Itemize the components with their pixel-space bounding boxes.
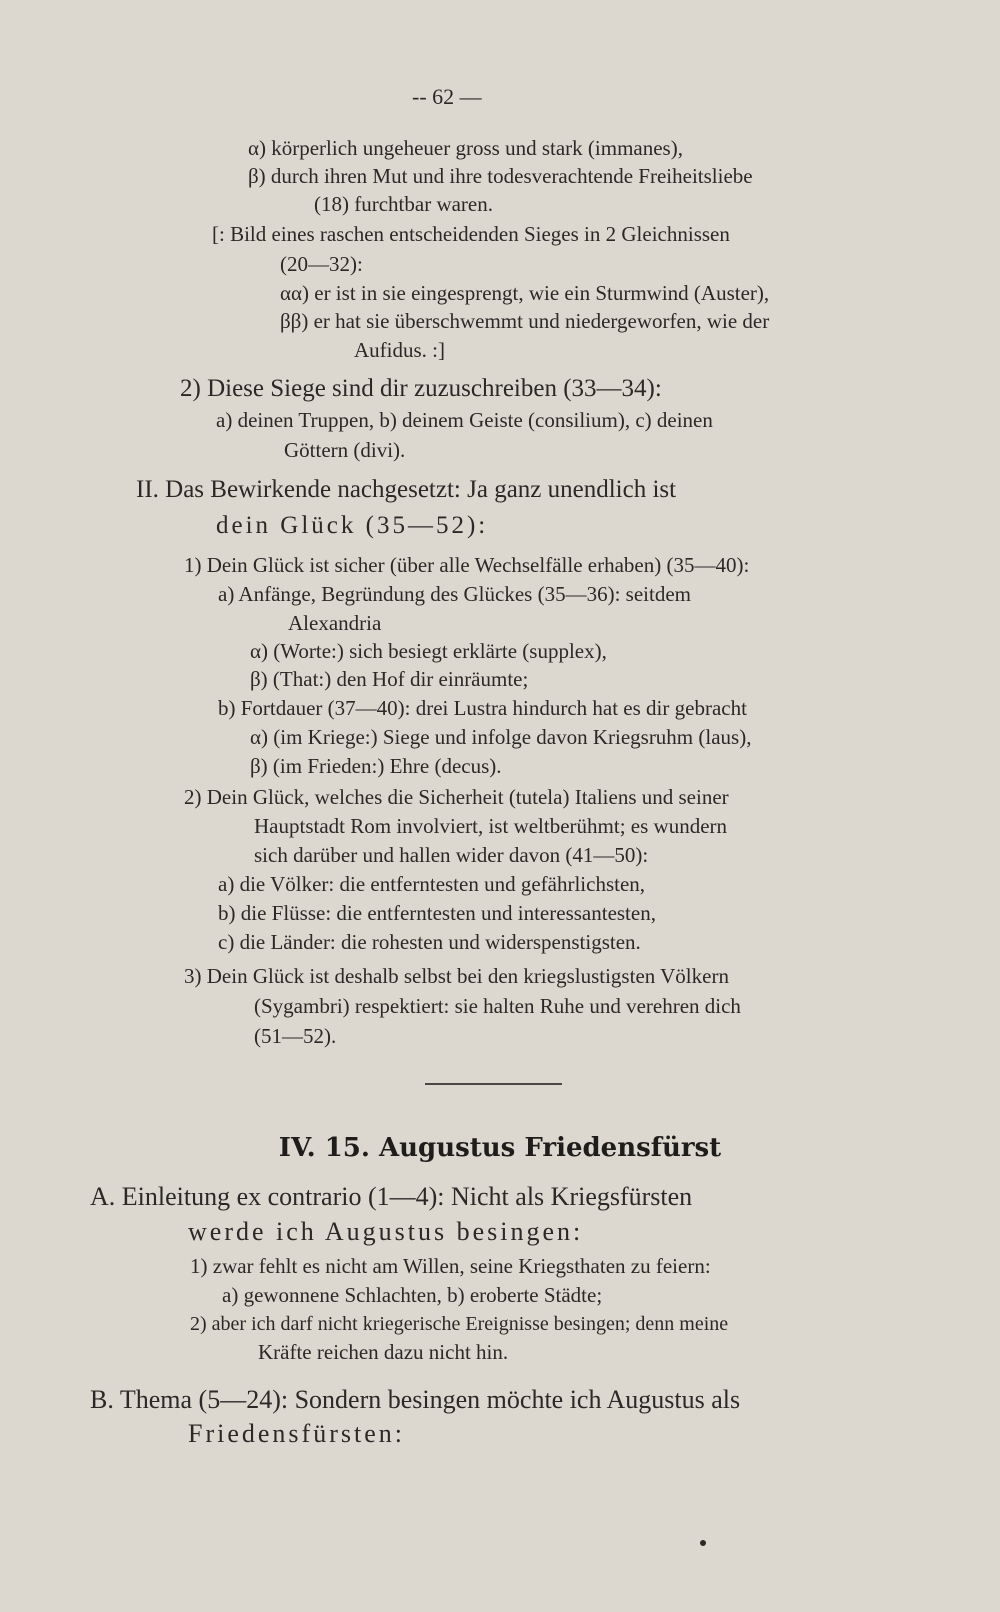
text-line: (51—52). (254, 1024, 337, 1048)
text-line: B. Thema (5—24): Sondern besingen möchte ich Augustus als (90, 1385, 741, 1414)
text-line: werde ich Augustus besingen: (188, 1217, 584, 1246)
text-line: A. Einleitung ex contrario (1—4): Nicht als Kriegsfürsten (90, 1182, 693, 1211)
text-line: II. Das Bewirkende nachgesetzt: Ja ganz unendlich ist (136, 476, 677, 503)
text-line: a) deinen Truppen, b) deinem Geiste (consilium), c) deinen (216, 408, 713, 432)
section-divider (425, 1083, 562, 1085)
section-heading: IV. 15. Augustus Friedensfürst (278, 1133, 722, 1163)
text-line: β) (im Frieden:) Ehre (decus). (250, 754, 502, 778)
text-line: 2) aber ich darf nicht kriegerische Ereignisse besingen; denn meine (190, 1313, 729, 1335)
text-line: Aufidus. :] (354, 338, 445, 362)
text-line: 1) Dein Glück ist sicher (über alle Wechselfälle erhaben) (35—40): (184, 553, 750, 577)
text-line: 2) Diese Siege sind dir zuzuschreiben (33—34): (180, 375, 662, 402)
text-line: Hauptstadt Rom involviert, ist weltberühmt; es wundern (254, 814, 728, 838)
text-line: α) (im Kriege:) Siege und infolge davon Kriegsruhm (laus), (250, 725, 752, 749)
text-line: (20—32): (280, 252, 363, 276)
text-line: a) gewonnene Schlachten, b) eroberte Städte; (222, 1283, 603, 1307)
text-line: [: Bild eines raschen entscheidenden Sieges in 2 Gleichnissen (212, 222, 730, 246)
page-number: -- 62 — (412, 84, 482, 109)
ink-dot (700, 1540, 706, 1546)
text-line: b) Fortdauer (37—40): drei Lustra hindurch hat es dir gebracht (218, 696, 747, 720)
text-line: α) körperlich ungeheuer gross und stark (immanes), (248, 136, 683, 160)
text-line: α) (Worte:) sich besiegt erklärte (supplex), (250, 639, 607, 663)
text-line: sich darüber und hallen wider davon (41—50): (254, 843, 649, 867)
text-line: 1) zwar fehlt es nicht am Willen, seine Kriegsthaten zu feiern: (190, 1254, 711, 1278)
text-line: dein Glück (35—52): (216, 512, 489, 539)
text-line: 2) Dein Glück, welches die Sicherheit (tutela) Italiens und seiner (184, 785, 729, 809)
text-line: αα) er ist in sie eingesprengt, wie ein Sturmwind (Auster), (280, 281, 770, 305)
text-line: c) die Länder: die rohesten und widerspenstigsten. (218, 930, 641, 954)
text-line: β) durch ihren Mut und ihre todesverachtende Freiheitsliebe (248, 164, 753, 188)
text-line: 3) Dein Glück ist deshalb selbst bei den kriegslustigsten Völkern (184, 964, 729, 988)
text-line: Alexandria (288, 611, 382, 635)
text-line: (18) furchtbar waren. (314, 192, 493, 216)
text-line: b) die Flüsse: die entferntesten und interessantesten, (218, 901, 656, 925)
text-line: Göttern (divi). (284, 438, 406, 462)
text-line: a) die Völker: die entferntesten und gefährlichsten, (218, 872, 646, 896)
text-line: a) Anfänge, Begründung des Glückes (35—36): seitdem (218, 582, 691, 606)
text-line: β) (That:) den Hof dir einräumte; (250, 667, 529, 691)
text-line: Kräfte reichen dazu nicht hin. (258, 1340, 509, 1364)
text-line: (Sygambri) respektiert: sie halten Ruhe und verehren dich (254, 994, 741, 1018)
text-line: Friedensfürsten: (188, 1419, 405, 1448)
text-line: ββ) er hat sie überschwemmt und niedergeworfen, wie der (280, 309, 770, 333)
